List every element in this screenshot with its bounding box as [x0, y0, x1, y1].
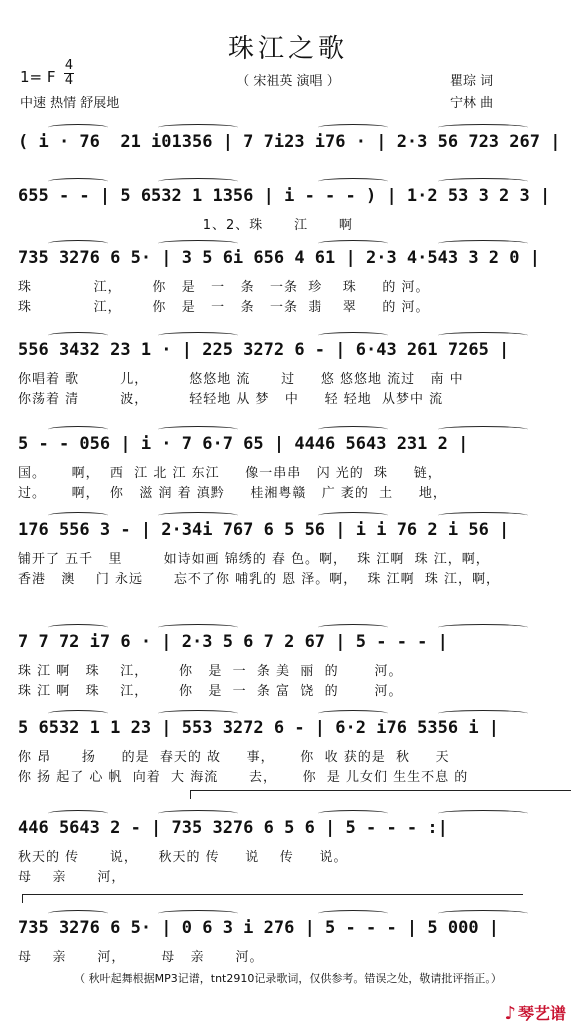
- slur-mark: [438, 710, 528, 717]
- slur-mark: [438, 332, 528, 339]
- score-row-notes: 556 3432 23 1 · | 225 3272 6 - | 6·43 261 7265 |: [18, 340, 510, 360]
- slur-mark: [48, 624, 108, 631]
- slur-mark: [48, 426, 108, 433]
- slur-mark: [48, 332, 108, 339]
- score-row-lyric: 你荡着 清 波， 轻轻地 从 梦 中 轻 轻地 从梦中 流: [18, 392, 444, 407]
- score-row-notes: 5 - - 056 | i · 7 6·7 65 | 4446 5643 231 2 |: [18, 434, 469, 454]
- score-row-lyric: 1、2、珠 江 啊: [18, 218, 353, 233]
- slur-mark: [48, 810, 108, 817]
- score-row-lyric: 铺开了 五千 里 如诗如画 锦绣的 春 色。啊， 珠 江啊 珠 江，啊，: [18, 552, 490, 567]
- slur-mark: [158, 910, 238, 917]
- score-row-notes: 655 - - | 5 6532 1 1356 | i - - - ) | 1·2 53 3 2 3 |: [18, 186, 551, 206]
- slur-mark: [48, 710, 108, 717]
- volta-bracket: [22, 894, 523, 903]
- slur-mark: [158, 426, 238, 433]
- meter-top: 4: [64, 58, 74, 73]
- slur-mark: [48, 178, 108, 185]
- slur-mark: [438, 910, 528, 917]
- slur-mark: [158, 710, 238, 717]
- score-row-notes: 446 5643 2 - | 735 3276 6 5 6 | 5 - - - :|: [18, 818, 448, 838]
- slur-mark: [158, 178, 238, 185]
- slur-mark: [48, 240, 108, 247]
- slur-mark: [318, 910, 388, 917]
- slur-mark: [318, 512, 388, 519]
- slur-mark: [158, 240, 238, 247]
- slur-mark: [438, 178, 528, 185]
- score-row-lyric: 母 亲 河，: [18, 870, 126, 885]
- brand-name: 琴艺谱: [517, 1004, 566, 1023]
- slur-mark: [48, 124, 108, 131]
- score-row-lyric: 珠 江， 你 是 一 条 一条 珍 珠 的 河。: [18, 280, 430, 295]
- slur-mark: [318, 240, 388, 247]
- score-row-lyric: 你 昂 扬 的是 春天的 故 事， 你 收 获的是 秋 天: [18, 750, 450, 765]
- score-row-lyric: 过。 啊， 你 滋 润 着 滇黔 桂湘粤赣 广 袤的 土 地，: [18, 486, 447, 501]
- score-row-lyric: 珠 江 啊 珠 江， 你 是 一 条 富 饶 的 河。: [18, 684, 403, 699]
- score-row-lyric: 珠 江， 你 是 一 条 一条 翡 翠 的 河。: [18, 300, 430, 315]
- footnote: （ 秋叶起舞根据MP3记谱，tnt2910记录歌词，仅供参考。错误之处，敬请批评指正。）: [74, 972, 502, 985]
- slur-mark: [158, 124, 238, 131]
- slur-mark: [438, 426, 528, 433]
- key-signature: 1= F: [20, 68, 56, 86]
- slur-mark: [318, 810, 388, 817]
- score-row-lyric: 秋天的 传 说， 秋天的 传 说 传 说。: [18, 850, 348, 865]
- slur-mark: [48, 512, 108, 519]
- meter-bottom: 4: [64, 73, 74, 88]
- song-title: 珠江之歌: [227, 34, 348, 64]
- slur-mark: [158, 810, 238, 817]
- slur-mark: [438, 240, 528, 247]
- score-row-lyric: 珠 江 啊 珠 江， 你 是 一 条 美 丽 的 河。: [18, 664, 403, 679]
- slur-mark: [318, 624, 388, 631]
- slur-mark: [318, 426, 388, 433]
- score-row-lyric: 香港 澳 门 永远 忘不了你 哺乳的 恩 泽。啊， 珠 江啊 珠 江，啊，: [18, 572, 501, 587]
- slur-mark: [318, 124, 388, 131]
- score-row-notes: 176 556 3 - | 2·34i 767 6 5 56 | i i 76 2 i 56 |: [18, 520, 510, 540]
- composer-credit: 宁林 曲: [450, 96, 494, 111]
- brand-logo: [504, 1001, 566, 1024]
- slur-mark: [438, 624, 528, 631]
- score-row-notes: 735 3276 6 5· | 0 6 3 i 276 | 5 - - - | 5 000 |: [18, 918, 500, 938]
- music-note-icon: ♪: [504, 1003, 516, 1024]
- tempo-marking: 中速 热情 舒展地: [20, 96, 120, 111]
- score-row-lyric: 母 亲 河， 母 亲 河。: [18, 950, 264, 965]
- score-row-notes: ( i · 76 21 i01356 | 7 7i23 i76 · | 2·3 56 723 267 |: [18, 132, 561, 152]
- slur-mark: [438, 512, 528, 519]
- score-row-lyric: 你唱着 歌 儿， 悠悠地 流 过 悠 悠悠地 流过 南 中: [18, 372, 464, 387]
- score-row-lyric: 你 扬 起了 心 帆 向着 大 海流 去， 你 是 儿女们 生生不息 的: [18, 770, 469, 785]
- slur-mark: [158, 512, 238, 519]
- singer-credit: （ 宋祖英 演唱 ）: [236, 74, 340, 89]
- slur-mark: [318, 332, 388, 339]
- slur-mark: [158, 624, 238, 631]
- volta-bracket: [190, 790, 571, 799]
- score-row-lyric: 国。 啊， 西 江 北 江 东江 像一串串 闪 光的 珠 链，: [18, 466, 442, 481]
- slur-mark: [318, 178, 388, 185]
- slur-mark: [318, 710, 388, 717]
- score-row-notes: 5 6532 1 1 23 | 553 3272 6 - | 6·2 i76 5356 i |: [18, 718, 500, 738]
- slur-mark: [438, 124, 528, 131]
- slur-mark: [48, 910, 108, 917]
- score-row-notes: 7 7 72 i7 6 · | 2·3 5 6 7 2 67 | 5 - - - |: [18, 632, 448, 652]
- lyricist-credit: 瞿琮 词: [450, 74, 494, 89]
- slur-mark: [438, 810, 528, 817]
- score-row-notes: 735 3276 6 5· | 3 5 6i 656 4 61 | 2·3 4·543 3 2 0 |: [18, 248, 540, 268]
- slur-mark: [158, 332, 238, 339]
